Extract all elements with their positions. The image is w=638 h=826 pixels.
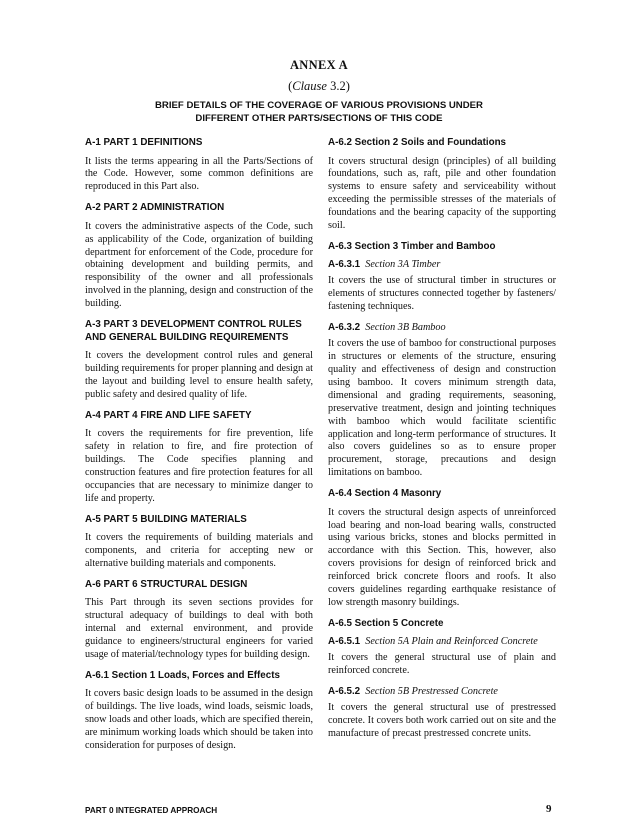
heading-a6-5-1: A-6.5.1 Section 5A Plain and Reinforced Concrete <box>328 636 538 648</box>
heading-a6-5-2: A-6.5.2 Section 5B Prestressed Concrete <box>328 686 498 698</box>
heading-a6-3: A-6.3 Section 3 Timber and Bamboo <box>328 240 496 252</box>
heading-a6: A-6 PART 6 STRUCTURAL DESIGN <box>85 578 248 590</box>
paragraph-a6-1: It covers basic design loads to be assumed in the design of buildings. The live loads, wind loads, seismic loads, snow loads and other loads, which are specified therein, are minimum working loads which should be taken into consideration for purposes of design. <box>85 688 314 751</box>
paragraph-a4: It covers the requirements for fire prevention, life safety in relation to fire, and fire protection of buildings. The Code specifies planning and construction features and fire protection features for all occupancies that are necessary to minimize danger to life and property. <box>85 428 313 504</box>
heading-a4: A-4 PART 4 FIRE AND LIFE SAFETY <box>85 409 252 421</box>
annex-title: ANNEX A <box>289 58 348 72</box>
left-column <box>85 137 313 761</box>
heading-a3: A-3 PART 3 DEVELOPMENT CONTROL RULES AND GENERAL BUILDING REQUIREMENTS <box>85 319 302 343</box>
paragraph-a6-3-2: It covers the use of bamboo for constructional purposes in structures or elements of the structure, ensuring quality and effectiveness of design and construction using bamboo. It covers minimum strength data, dimensional and grading requirements, seasoning, preservative treatment, design and jointing techniques with bamboo which would facilitate scientific application and long-term performance of structures. It also covers guidelines so as to ensure proper procurement, storage, precautions and design limitations on bamboo. <box>328 338 556 479</box>
paragraph-a1: It lists the terms appearing in all the Parts/Sections of the Code. However, some common definitions are reproduced in this Part also. <box>85 155 313 193</box>
paragraph-a6-3-1: It covers the use of structural timber in structures or elements of structures connected together by fasteners/ fastening techniques. <box>328 275 556 313</box>
heading-a6-3-2: A-6.3.2 Section 3B Bamboo <box>328 322 446 334</box>
paragraph-a5: It covers the requirements of building materials and components, and criteria for accepting new or alternative building materials and components. <box>85 532 313 569</box>
paragraph-a6: This Part through its seven sections provides for structural adequacy of buildings to deal with both internal and external environment, and provide guidance to engineers/structural engineers for varied usage of material/technology types for building design. <box>85 597 313 660</box>
right-column <box>328 137 556 749</box>
paragraph-a6-5-2: It covers the general structural use of prestressed concrete. It covers both work carried out on site and the manufacture of precast prestressed concrete units. <box>328 702 556 739</box>
heading-a6-5: A-6.5 Section 5 Concrete <box>328 617 444 629</box>
heading-a2: A-2 PART 2 ADMINISTRATION <box>85 202 225 214</box>
page-number: 9 <box>546 803 552 815</box>
paragraph-a2: It covers the administrative aspects of the Code, such as applicability of the Code, organization of building department for enforcement of the Code, procedure for obtaining development and building permits, and responsibility of the owner and all professionals involved in the planning, design and construction of the building. <box>85 220 313 310</box>
heading-a6-4: A-6.4 Section 4 Masonry <box>328 488 442 500</box>
heading-a1: A-1 PART 1 DEFINITIONS <box>85 137 203 148</box>
heading-a6-3-1: A-6.3.1 Section 3A Timber <box>328 259 441 271</box>
heading-a5: A-5 PART 5 BUILDING MATERIALS <box>85 513 247 525</box>
paragraph-a6-5-1: It covers the general structural use of plain and reinforced concrete. <box>328 652 556 677</box>
paragraph-a6-2: It covers structural design (principles) of all building foundations, such as, raft, pile and other foundation systems to ensure safety and serviceability without exceeding the permissible stresses of the materials of foundations and the bearing capacity of the supporting soil. <box>328 155 556 232</box>
paragraph-a6-4: It covers the structural design aspects of unreinforced load bearing and non-load bearing walls, constructed using various bricks, stones and blocks permitted in accordance with this Section. This, however, also covers provisions for design of reinforced brick and reinforced brick concrete floors and roofs. It also covers guidelines regarding earthquake resistance of low strength masonry buildings. <box>328 506 556 608</box>
footer-part-label: PART 0 INTEGRATED APPROACH <box>85 806 218 815</box>
heading-a6-1: A-6.1 Section 1 Loads, Forces and Effects <box>85 669 280 681</box>
clause-reference: (Clause 3.2) <box>288 79 350 93</box>
paragraph-a3: It covers the development control rules and general building requirements for proper planning and design at the layout and building level to ensure health safety, public safety and desired quality of life. <box>85 350 313 400</box>
heading-a6-2: A-6.2 Section 2 Soils and Foundations <box>328 137 506 148</box>
annex-subtitle: BRIEF DETAILS OF THE COVERAGE OF VARIOUS PROVISIONS UNDER DIFFERENT OTHER PARTS/SECTIONS OF THIS CODE <box>155 100 483 124</box>
